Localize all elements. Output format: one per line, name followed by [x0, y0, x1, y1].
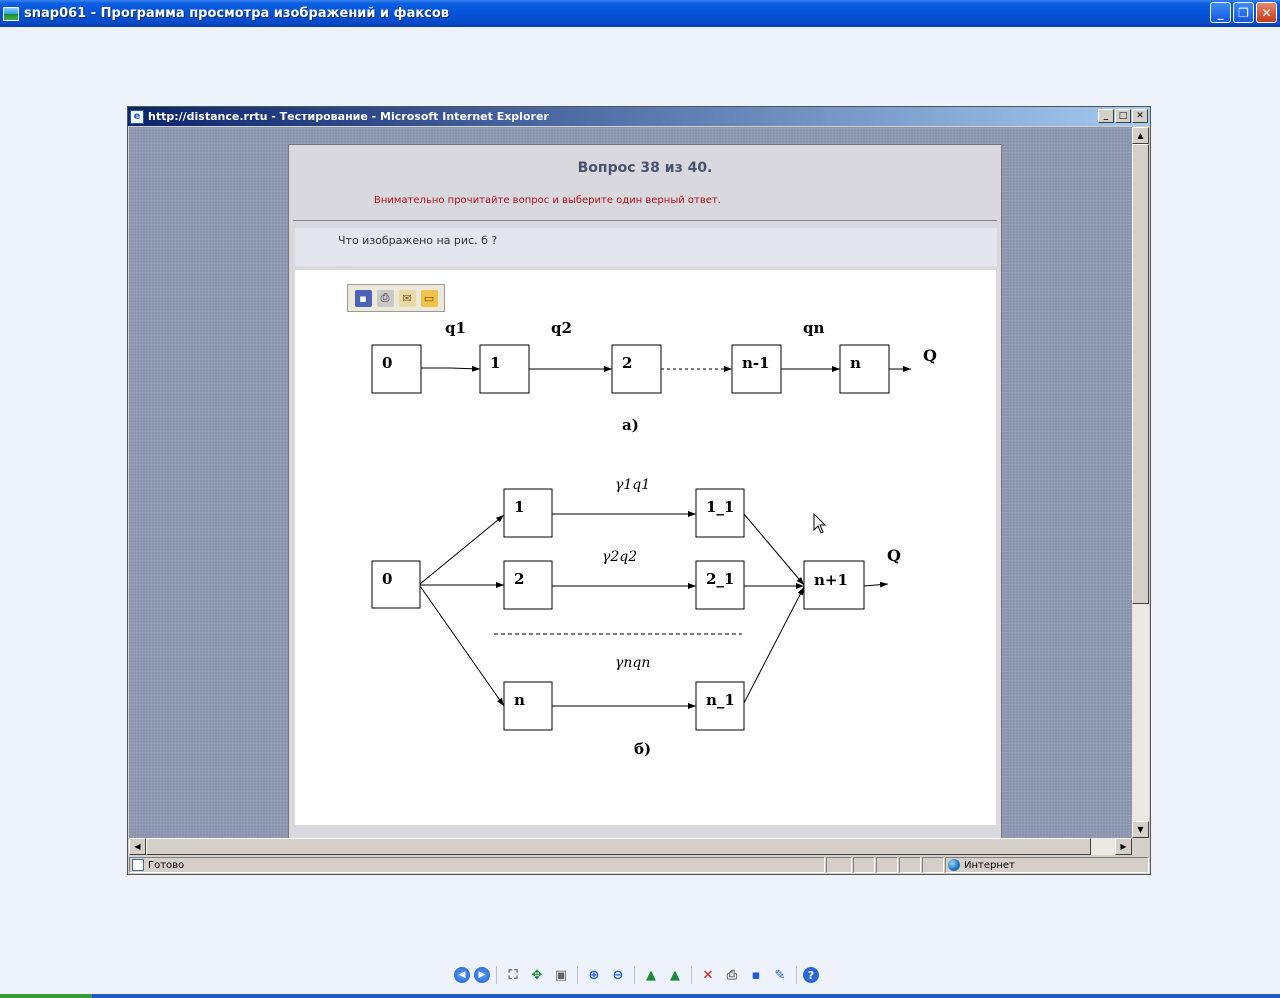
- save-icon[interactable]: ▪: [751, 967, 761, 983]
- help-icon[interactable]: ?: [803, 967, 819, 983]
- print-icon[interactable]: ⎙: [726, 967, 738, 983]
- node-b-2: [504, 561, 552, 609]
- delete-icon[interactable]: ✕: [702, 967, 714, 983]
- status-cell: [899, 857, 921, 873]
- node-b-2-1-label: 2_1: [706, 570, 735, 588]
- best-fit-icon[interactable]: ⛶: [508, 967, 518, 983]
- test-page: [288, 144, 1002, 838]
- node-b-n: [504, 682, 552, 730]
- viewer-maximize-button[interactable]: ❐: [1233, 2, 1254, 23]
- edge-b-0-1: [420, 515, 504, 584]
- flow-label-q2: q2: [551, 319, 572, 337]
- status-cell: [853, 857, 875, 873]
- zone-text: Интернет: [964, 859, 1015, 871]
- question-header-area: [289, 145, 1001, 220]
- status-cell: [922, 857, 944, 873]
- node-b-2-label: 2: [514, 570, 525, 588]
- branch-label-1: γ1q1: [615, 477, 651, 493]
- node-b-1: [504, 489, 552, 537]
- figure-diagram: [295, 270, 996, 825]
- node-a-2: [612, 345, 661, 393]
- ie-window-title: http://distance.rrtu - Тестирование - Microsoft Internet Explorer: [148, 110, 549, 123]
- folder-icon[interactable]: ▭: [421, 290, 438, 307]
- edge-b-0-n: [420, 586, 504, 706]
- viewer-close-button[interactable]: ✕: [1256, 2, 1277, 23]
- viewer-title-bar: [0, 0, 1280, 27]
- node-b-0: [372, 561, 420, 608]
- vertical-scroll-thumb[interactable]: [1132, 144, 1149, 604]
- globe-icon: [948, 859, 960, 871]
- node-b-0-label: 0: [382, 570, 393, 588]
- node-a-n-1-label: n-1: [742, 354, 770, 372]
- toolbar-separator: [577, 966, 578, 984]
- status-cell: [876, 857, 898, 873]
- caption-b: б): [634, 740, 652, 758]
- scroll-left-button[interactable]: ◀: [129, 838, 146, 855]
- zoom-in-icon[interactable]: ⊕: [588, 967, 600, 983]
- ie-status-bar: [129, 856, 1149, 874]
- node-a-0-label: 0: [382, 354, 393, 372]
- question-text: Что изображено на рис. б ?: [338, 234, 498, 247]
- ie-page-content: [129, 127, 1132, 838]
- horizontal-scroll-thumb[interactable]: [146, 838, 1091, 855]
- viewer-window-title: snap061 - Программа просмотра изображений и факсов: [24, 6, 450, 21]
- edge-b-1-1-sink: [744, 514, 804, 585]
- taskbar-edge: [0, 994, 1280, 998]
- edge-a-0-1: [421, 368, 480, 369]
- question-number-title: Вопрос 38 из 40.: [577, 160, 713, 176]
- edge-b-n-1-sink: [744, 587, 804, 703]
- viewer-app-icon: [3, 7, 19, 21]
- print-icon[interactable]: ⎙: [377, 290, 394, 307]
- mouse-cursor-icon: [813, 513, 827, 535]
- rotate-counterclockwise-icon[interactable]: ▲: [670, 967, 680, 983]
- next-image-icon[interactable]: ▶: [474, 967, 490, 983]
- viewer-window-controls: [1210, 2, 1277, 23]
- toolbar-separator: [634, 966, 635, 984]
- branch-label-n: γnqn: [615, 655, 651, 671]
- viewer-toolbar: [452, 964, 821, 986]
- output-label-b: Q: [887, 546, 901, 565]
- vertical-scrollbar[interactable]: [1132, 127, 1149, 838]
- node-a-1-label: 1: [490, 354, 501, 372]
- toolbar-separator: [496, 966, 497, 984]
- save-icon[interactable]: ▪: [355, 290, 372, 307]
- toolbar-separator: [691, 966, 692, 984]
- scroll-up-button[interactable]: ▲: [1132, 127, 1149, 144]
- page-icon: [132, 859, 144, 871]
- scroll-right-button[interactable]: ▶: [1115, 838, 1132, 855]
- caption-a: а): [622, 416, 639, 434]
- ie-minimize-button[interactable]: _: [1098, 109, 1114, 123]
- rotate-clockwise-icon[interactable]: ▲: [646, 967, 656, 983]
- edge-b-output: [864, 584, 888, 586]
- instruction-text: Внимательно прочитайте вопрос и выберите один верный ответ.: [374, 195, 721, 206]
- edit-icon[interactable]: ✎: [774, 967, 786, 983]
- toolbar-separator: [796, 966, 797, 984]
- output-label-a: Q: [923, 346, 937, 365]
- node-a-0: [372, 345, 421, 393]
- zoom-out-icon[interactable]: ⊖: [612, 967, 624, 983]
- ie-maximize-button[interactable]: □: [1115, 109, 1131, 123]
- node-a-1: [480, 345, 529, 393]
- scroll-corner: [1132, 838, 1149, 855]
- branch-label-2: γ2q2: [602, 549, 638, 565]
- ie-icon: e: [130, 110, 144, 124]
- previous-image-icon[interactable]: ◀: [454, 967, 470, 983]
- flow-label-qn: qn: [803, 319, 825, 337]
- scroll-down-button[interactable]: ▼: [1132, 821, 1149, 838]
- status-text-panel: [129, 857, 825, 873]
- flow-label-q1: q1: [445, 319, 466, 337]
- figure-area: [295, 270, 996, 825]
- header-divider: [293, 220, 997, 221]
- ie-window-controls: [1097, 109, 1148, 123]
- node-a-n-label: n: [850, 354, 861, 372]
- node-a-n: [840, 345, 889, 393]
- status-text: Готово: [148, 859, 185, 871]
- node-b-sink-label: n+1: [814, 571, 848, 589]
- horizontal-scrollbar[interactable]: [129, 838, 1132, 855]
- viewer-minimize-button[interactable]: _: [1210, 2, 1231, 23]
- slideshow-icon[interactable]: ▣: [554, 967, 568, 983]
- security-zone-panel: [945, 857, 1149, 873]
- node-b-n-label: n: [514, 691, 525, 709]
- node-b-1-1-label: 1_1: [706, 498, 735, 516]
- diagram-a: [372, 319, 937, 434]
- node-a-2-label: 2: [622, 354, 633, 372]
- node-b-n-1-label: n_1: [706, 691, 735, 709]
- question-row: [295, 228, 997, 266]
- ie-window: [127, 106, 1151, 875]
- mail-icon[interactable]: ✉: [399, 290, 416, 307]
- ie-close-button[interactable]: ✕: [1132, 109, 1148, 123]
- actual-size-icon[interactable]: ✥: [531, 967, 543, 983]
- status-cell: [826, 857, 852, 873]
- node-b-1-label: 1: [514, 498, 525, 516]
- ie-title-bar: [128, 107, 1150, 126]
